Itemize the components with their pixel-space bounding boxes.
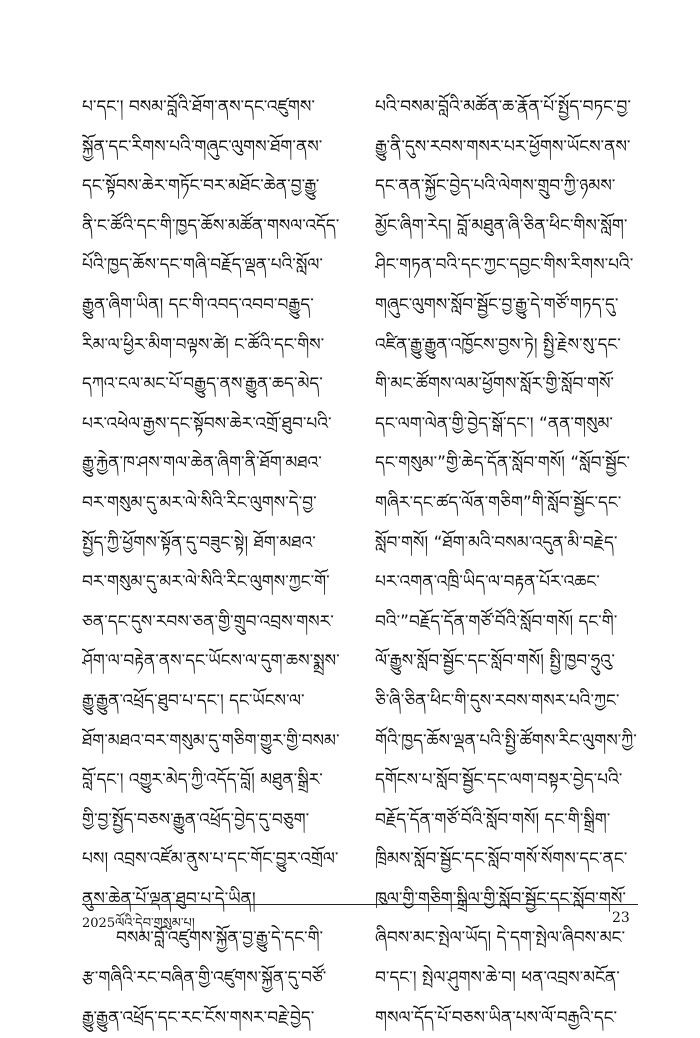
text-line: ལོ་རྒྱུས་སློབ་སྦྱོང་དང་སློབ་གསོ། སྤྱི་ཁྱབ་ཧྲུའུ་ <box>375 651 615 672</box>
text-line: པ་དང་། བསམ་བློའི་ཐོག་ནས་དང་འཛུགས་ <box>82 97 315 117</box>
text-line: རྒྱུ་ནི་དུས་རབས་གསར་པར་ཕྱོགས་ཡོངས་ནས་ <box>375 136 631 157</box>
text-line: པོའི་ཁྱད་ཆོས་དང་གཞི་བརྗོད་ལྡན་པའི་སློལ་ <box>82 255 323 276</box>
text-line: བློ་དང་། འགྱུར་མེད་ཀྱི་འདོད་བློ། མཐུན་སྒྲིར་ <box>82 770 323 791</box>
text-line: པར་འགན་འཁྲི་ཡིད་ལ་བརྟན་པོར་འཆང་ <box>375 572 600 593</box>
text-line: སློབ་གསོ། “ཐོག་མའི་བསམ་འདུན་མི་བརྗེད་ <box>375 532 618 553</box>
text-line: རིམ་ལ་ཕྱིར་མིག་བལྟས་ཚེ། ང་ཚོའི་དང་གིས་ <box>82 334 325 355</box>
text-line: བ་དང་། སྤེལ་ཤུགས་ཆེ་བ། ཕན་འབྲས་མངོན་ <box>375 968 620 989</box>
text-line: དང་གསུམ་”གྱི་ཆེད་དོན་སློབ་གསོ། “སློབ་སྦྱོང་ <box>375 453 630 474</box>
page-number: 23 <box>612 910 630 926</box>
text-line: ཐོག་མཐའ་བར་གསུམ་དུ་གཅིག་གྱུར་གྱི་བསམ་ <box>82 730 340 751</box>
footer-divider <box>82 904 638 905</box>
text-line: པས། འབྲས་འཛོམ་ནུས་པ་དང་གོང་བྱུར་འགྲོལ་ <box>82 849 339 870</box>
text-line: པར་འཕེལ་རྒྱས་དང་སྟོབས་ཆེར་འགྲོ་ཐུབ་པའི་ <box>82 413 332 434</box>
text-line: བརྗོད་དོན་གཙོ་བོའི་སློབ་གསོ། དང་གི་སྒྲིག་ <box>375 809 611 830</box>
text-line: རྒྱུ་རྒྱུན་འཕྲོད་དང་རང་ངོས་གསར་བརྗེ་བྱེད་ <box>82 1007 315 1028</box>
text-line: ནི་ང་ཚོའི་དང་གི་ཁྱད་ཆོས་མཚོན་གསལ་འདོད་ <box>82 215 340 236</box>
text-line: རྒྱུ་རྒྱུན་འཕྲོད་ཐུབ་པ་དང་། དང་ཡོངས་ལ་ <box>82 690 305 711</box>
text-line: སྐྱོན་དང་རིགས་པའི་གཞུང་ལུགས་ཐོག་ནས་ <box>82 136 323 157</box>
text-line: རྒྱུ་རྐྱེན་ཁ་ཤས་གལ་ཆེན་ཞིག་ནི་ཐོག་མཐའ་ <box>82 453 322 474</box>
text-line: གི་མང་ཚོགས་ལམ་ཕྱོགས་སློར་གྱི་སློབ་གསོ་ <box>375 374 615 395</box>
text-line: གྱི་བྱ་སྤྱོད་བཅས་རྒྱུན་འཕྲོད་བྱེད་དུ་བཅུག་ <box>82 809 310 830</box>
issue-label: 2025ལོའི་དེབ་གསུམ་པ། <box>82 916 195 931</box>
text-line: ཤོག་ལ་བརྟེན་ནས་དང་ཡོངས་ལ་དུག་ཆས་སྨྲས་ <box>82 651 340 672</box>
text-line: དང་སྟོབས་ཆེར་གཏོང་བར་མཐོང་ཆེན་བྱ་རྒྱུ་ <box>82 176 320 197</box>
text-line: བར་གསུམ་དུ་མར་ལེ་སིའི་རིང་ལུགས་དེ་བྱ་ <box>82 492 317 513</box>
text-line: ནུས་ཆེན་པོ་ལྡན་ཐུབ་པ་དེ་ཡིན། <box>82 888 256 909</box>
text-line: ཅན་དང་དུས་རབས་ཅན་གྱི་གྲུབ་འབྲས་གསར་ <box>82 611 334 632</box>
text-line: དང་ནན་སྐྱོང་བྱེད་པའི་ལེགས་གྲུབ་ཀྱི་ཉམས་ <box>375 176 616 197</box>
text-line: ཅི་ཞི་ཅིན་ཕིང་གི་དུས་རབས་གསར་པའི་ཀྱང་ <box>375 690 620 711</box>
right-text-column <box>375 88 643 1038</box>
text-line: ཞིབས་མང་སྤེལ་ཡོད། དེ་དག་སྤེལ་ཞིབས་མང་ <box>375 928 626 949</box>
text-line: གསལ་དོད་པོ་བཅས་ཡིན་པས་ལོ་བརྒྱའི་དང་ <box>375 1007 618 1028</box>
text-line: གཞུང་ལུགས་སློབ་སྦྱོང་བྱ་རྒྱུ་དེ་གཙོ་གཏད་དུ་ <box>375 294 619 315</box>
text-line: གོའི་ཁྱད་ཆོས་ལྡན་པའི་སྤྱི་ཚོགས་རིང་ལུགས་ཀྱི་ <box>375 730 637 751</box>
left-text-column <box>82 88 350 1038</box>
text-line: འཛིན་རྒྱུ་རྒྱུན་འཁྱོངས་བྱས་ཏེ། སྤྱི་རྗེས་སུ་དང་ <box>375 334 621 355</box>
text-line: དགོངས་པ་སློབ་སྦྱོང་དང་ལག་བསྟར་བྱེད་པའི་ <box>375 770 623 791</box>
text-line: བའི་”བརྗོད་དོན་གཙོ་བོའི་སློབ་གསོ། དང་གི་ <box>375 611 618 632</box>
text-line: དང་ལག་ལེན་གྱི་བྱེད་སྒོ་དང་། “ནན་གསུམ་ <box>375 413 613 434</box>
text-line: བར་གསུམ་དུ་མར་ལེ་སིའི་རིང་ལུགས་ཀྱང་གོ་ <box>82 572 330 593</box>
text-line: ཤིང་གཏན་བའི་དང་ཀྱང་དབྱང་གིས་རིགས་པའི་ <box>375 255 634 276</box>
text-line: རྩ་གཞིའི་རང་བཞིན་གྱི་འཛུགས་སྐྱོན་དུ་བཙོ་ <box>82 968 327 989</box>
text-line: སྤྱོད་ཀྱི་ཕྱོགས་སྟོན་དུ་བཟུང་སྟེ། ཐོག་མཐའ་ <box>82 532 316 553</box>
text-line: མྱོང་ཞིག་རེད། བློ་མཐུན་ཞི་ཅིན་ཕིང་གིས་སློག་ <box>375 215 628 236</box>
text-line: ཁུལ་གྱི་གཅིག་སྒྲིལ་གྱི་སློབ་སྦྱོང་དང་སློབ་གསོ་ <box>375 888 626 909</box>
text-line: གཞིར་དང་ཚད་ལོན་གཅིག”གི་སློབ་སྦྱོང་དང་ <box>375 492 622 513</box>
text-line: ཁྲིམས་སློབ་སྦྱོང་དང་སློབ་གསོ་སོགས་དང་ནང་ <box>375 849 628 870</box>
text-line: རྒྱུན་ཞིག་ཡིན། དང་གི་འབད་འབབ་བརྒྱུད་ <box>82 294 314 315</box>
text-line: དཀའ་ངལ་མང་པོ་བརྒྱུད་ནས་རྒྱུན་ཆད་མེད་ <box>82 374 323 395</box>
text-line: པའི་བསམ་བློའི་མཚོན་ཆ་རྣོན་པོ་སྤྱོད་བཏང་བྱ་ <box>375 97 632 117</box>
text-line: བསམ་བློ་འཛུགས་སྐྱོན་བྱ་རྒྱུ་དེ་དང་གི་ <box>116 928 324 949</box>
